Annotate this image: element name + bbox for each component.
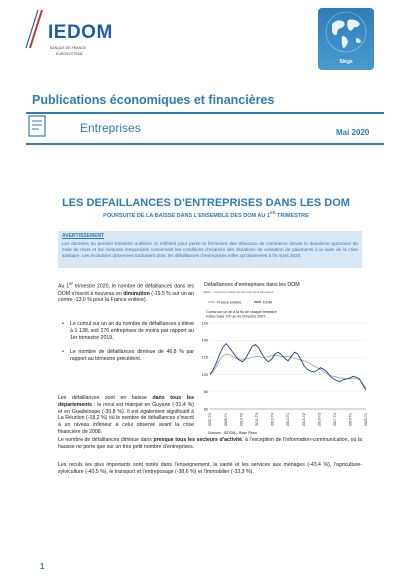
paragraph-departments: Les défaillances sont en baisse dans tous les départements : le recul est marqué en Guyane (-31,4 %) et en Guadeloupe (-30,8 %). Il est également significatif à La Réunion (-18,2 %) où le nombre de défaillances s’inscrit à un niveau inférieur à celui observé avant la crise financière de 2008. — [58, 395, 194, 435]
paragraph-sectors: Le nombre de défaillances diminue dans presque tous les secteurs d’activité, à l’exception de l’information-communication, où la hausse ne porte que sur un très petit nombre d’entreprises. — [58, 437, 362, 450]
chart-grid — [210, 323, 366, 409]
article-title: LES DEFAILLANCES D’ENTREPRISES DANS LES DOM — [62, 197, 350, 209]
divider — [26, 112, 384, 114]
chart-legend — [208, 300, 272, 304]
y-tick-label: 160 — [201, 321, 208, 326]
publication-title: Publications économiques et financières — [32, 93, 275, 107]
publication-date: Mai 2020 — [336, 128, 370, 137]
legend-label-france: France entière — [217, 300, 242, 305]
notice-text: Les données du premier trimestre oubliées ici reflètent pour partie la fermeture des tribunaux de commerce durant la deuxième quinzaine du mois de mars et les mesures temporaires concernant les conditions d’examen des situations de cessation de paiements à la suite de la crise sanitaire. Les évolutions observées traduisent donc les défaillances d’entreprises telles qu’observées à fin mars 2020. — [62, 241, 358, 259]
x-tick-label: 2020-T1 — [364, 413, 369, 427]
paragraph-intro: Au 1er trimestre 2020, le nombre de défaillances dans les DOM s’inscrit à nouveau en diminution (-19,5 % sur un an contre -13,0 % pour la France entière). — [58, 281, 194, 304]
logo-subtitle: BANQUE DE FRANCE — [50, 46, 86, 50]
x-tick-label: 2019-T1 — [348, 413, 353, 427]
article-subtitle: POURSUITE DE LA BAISSE DANS L’ENSEMBLE DES DOM AU 1ER TRIMESTRE — [103, 210, 309, 219]
logo-text: IEDOM — [48, 22, 113, 43]
chart-lines — [210, 344, 366, 390]
divider — [26, 143, 384, 145]
y-tick-label: 140 — [201, 338, 208, 343]
chart-source: Sources : IEDOM – Base Fiben — [208, 431, 257, 435]
chart-subtitle: Base : moyenne mobile sur les 4 derniers trimestres — [204, 290, 274, 294]
notice-label: AVERTISSEMENT — [62, 233, 105, 239]
x-tick-label: 2007-T4 — [208, 413, 213, 427]
x-tick-label: 2011-T3 — [255, 413, 259, 426]
page-number: 1 — [40, 562, 45, 571]
x-tick-label: 2012-T4 — [270, 413, 275, 427]
briefcase-icon — [28, 115, 46, 137]
y-axis-ticks — [202, 321, 208, 411]
x-tick-label: 2010-T2 — [239, 413, 244, 427]
x-tick-label: 2009-T1 — [223, 413, 228, 427]
y-tick-label: 80 — [203, 390, 208, 395]
bullet-icon: • — [62, 349, 64, 355]
chart-title: Défaillances d’entreprises dans les DOM — [204, 282, 300, 288]
y-tick-label: 100 — [201, 372, 208, 377]
chart-note-line1: Cumul sur un an à la fin de chaque trimestre — [206, 310, 277, 314]
world-map-icon — [318, 8, 374, 58]
globe-caption: Siège — [339, 59, 353, 65]
x-tick-label: 2016-T3 — [317, 413, 322, 427]
x-tick-label: 2015-T2 — [301, 413, 306, 427]
x-tick-label: 2014-T1 — [286, 413, 291, 427]
bullet-item: • Le nombre de défaillances diminue de 46,8 % par rapport au trimestre précédent. — [62, 349, 194, 362]
bullet-icon: • — [62, 321, 64, 327]
x-tick-label: 2017-T4 — [333, 413, 337, 427]
iedom-logo-icon — [24, 8, 46, 52]
line-chart — [196, 287, 372, 430]
legend-label-dom: DOM — [263, 300, 272, 305]
category-label: Entreprises — [80, 121, 141, 135]
chart-note-line2: Indice base 100 au 4e trimestre 2007 — [206, 314, 266, 319]
y-tick-label: 120 — [201, 355, 208, 360]
series-line-dom — [210, 344, 366, 390]
y-tick-label: 60 — [203, 407, 208, 412]
paragraph-reductions: Les reculs les plus importants sont notés dans l’enseignement, la santé et les services aux ménages (-43,4 %), l’agriculture-sylviculture (-40,5 %), le transport et l’entreposage (-38,6 %) et l’immobilier (-33,3 %). — [58, 462, 362, 475]
x-axis-ticks — [208, 413, 368, 426]
logo-subtitle-2: EUROSYSTÈME — [56, 52, 83, 56]
series-line-france — [210, 354, 366, 388]
bullet-item: • Le cumul sur un an du nombre de défaillances s’élève à 1 138, soit 276 entreprises de moins par rapport au 1er trimestre 2019. — [62, 321, 194, 341]
